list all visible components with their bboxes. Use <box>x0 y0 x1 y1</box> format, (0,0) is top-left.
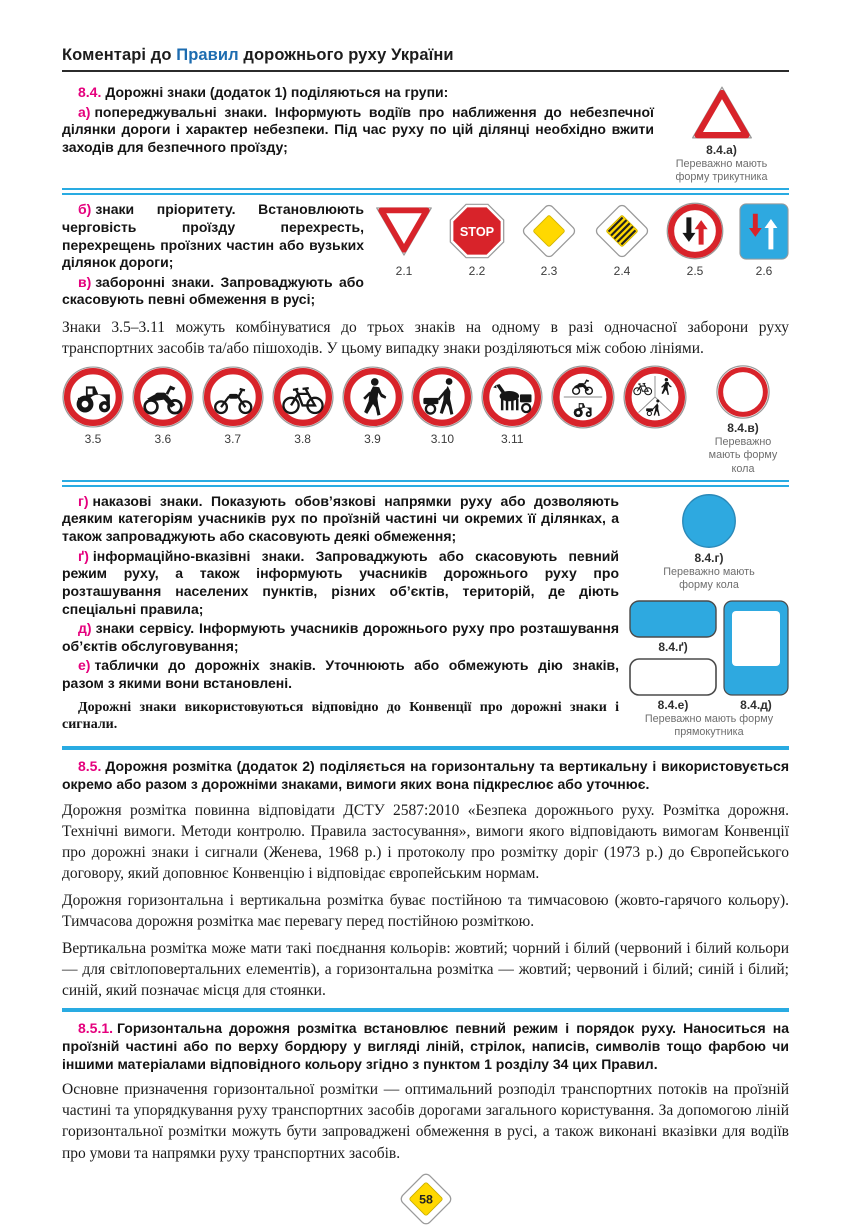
page-number-block <box>62 1170 789 1228</box>
sign-3-11-number: 3.11 <box>501 432 524 447</box>
sign-2-3 <box>520 201 578 278</box>
header-text-post: дорожнього руху України <box>238 46 454 64</box>
sign-3-10-number: 3.10 <box>430 432 455 447</box>
para-8-5-1-marker: 8.5.1. <box>78 1020 114 1037</box>
sign-3-10 <box>411 365 473 446</box>
prohibition-circle-example <box>697 365 789 476</box>
example-label-8-4-g2: 8.4.ґ) <box>658 640 688 655</box>
page-header <box>62 46 789 72</box>
wide-rect-stack <box>629 600 717 712</box>
item-a-text: попереджувальні знаки. Інформують водіїв про наближення до небезпечної ділянки дороги і характер небезпеки. Під час руху по цій ділянці необхідно вжити заходів для безпечного проїзду; <box>62 103 654 155</box>
no-moped-icon <box>202 365 264 429</box>
header-text-highlight: Правил <box>176 46 239 64</box>
sign-3-8-number: 3.8 <box>294 432 311 447</box>
item-g2-text: інформаційно-вказівні знаки. Запроваджують або скасовують певний режим руху, а також інформують учасників дорожнього руху про розташування населених пунктів, різних об’єктів, територій, де діють спеціальні правила; <box>62 547 619 617</box>
sign-2-4 <box>593 201 651 278</box>
section-divider <box>62 188 789 195</box>
item-a-marker: а) <box>78 103 91 120</box>
tall-rect-stack <box>723 600 789 712</box>
para-item-d <box>62 620 619 655</box>
example-caption-circle: Переважно мають форму кола <box>708 436 778 475</box>
example-caption-triangle: Переважно мають форму трикутника <box>675 158 768 184</box>
para-item-a <box>62 104 654 157</box>
example-label-8-4-v: 8.4.в) <box>727 421 759 436</box>
item-b-text: знаки пріоритету. Встановлюють черговість проїзду перехресть, перехрещень проїзних частин або вузьких ділянок дороги; <box>62 201 364 271</box>
para-permanent-temporary: Дорожня горизонтальна і вертикальна розмітка буває постійною та тимчасовою (жовто-гарячого кольору). Тимчасова дорожня розмітка має перевагу перед постійною розміткою. <box>62 892 789 931</box>
item-v-text: заборонні знаки. Запроваджують або скасовують певні обмеження в русі; <box>62 273 364 308</box>
item-b-marker: б) <box>78 201 92 218</box>
sign-3-6 <box>132 365 194 446</box>
sign-2-1 <box>374 201 434 278</box>
para-8-5-1-text: Горизонтальна дорожня розмітка встановлює певний режим і порядок руху. Наноситься на проїзній частині або по верху бордюру у вигляді ліній, стрілок, написів, символів тощо фарбою чи іншими матеріалами відповідного кольору згідно з пунктом 1 розділу 34 цих Правил. <box>62 1020 789 1072</box>
para-8-4-intro-text: Дорожні знаки (додаток 1) поділяються на групи: <box>105 84 449 100</box>
sign-combo-2 <box>623 365 687 446</box>
section-8-5-1-heading <box>62 1020 789 1073</box>
item-g-text: наказові знаки. Показують обов’язкові напрямки руху або дозволяють деяким категоріям учасників рух по проїзній частині чи окремих її ділянках, а також запроваджують або скасовують деякі обмеження; <box>62 492 619 545</box>
rect-tall-blue-icon <box>723 600 789 696</box>
no-combo-moto-tractor-icon <box>551 365 615 429</box>
para-8-4-intro <box>62 84 654 102</box>
example-caption-rectangles: Переважно мають форму прямокутника <box>644 713 774 739</box>
section-g-e-text <box>62 493 619 736</box>
prohibition-signs-block <box>62 365 789 476</box>
page-number-diamond <box>397 1170 455 1228</box>
priority-end-diamond-icon <box>593 201 651 261</box>
priority-diamond-icon <box>520 201 578 261</box>
sign-3-8 <box>272 365 334 446</box>
no-handcart-icon <box>411 365 473 429</box>
para-8-4-marker: 8.4. <box>78 84 102 100</box>
example-caption-blue-circle: Переважно мають форму кола <box>663 565 755 591</box>
section-b-v <box>62 201 789 311</box>
oncoming-advantage-blue-icon <box>739 201 789 261</box>
sign-3-7 <box>202 365 264 446</box>
rect-blue-icon <box>629 600 717 638</box>
combining-note: Знаки 3.5–3.11 можуть комбінуватися до трьох знаків на одному в разі одночасної заборони руху транспортних засобів та/або пішоходів. У цьому випадку знаки розділяються між собою лініями. <box>62 319 789 358</box>
item-d-text: знаки сервісу. Інформують учасників дорожнього руху про розташування об’єктів обслуговування; <box>62 620 619 654</box>
para-8-5-text: Дорожня розмітка (додаток 2) поділяється на горизонтальну та вертикальну і використовується окремо або разом з дорожніми знаками, вимоги яких вона підкреслює або уточнює. <box>62 758 789 793</box>
warning-triangle-example <box>654 84 789 184</box>
sign-2-5-number: 2.5 <box>686 264 704 279</box>
example-label-8-4-g: 8.4.г) <box>694 550 724 565</box>
section-8-4-text <box>62 84 654 159</box>
section-b-v-text <box>62 201 364 311</box>
sign-2-4-number: 2.4 <box>613 264 631 279</box>
no-motorcycle-icon <box>132 365 194 429</box>
item-g2-marker: ґ) <box>78 547 89 564</box>
para-item-e <box>62 657 619 692</box>
sign-3-11 <box>481 365 543 446</box>
blue-circle-icon <box>681 493 737 549</box>
item-v-marker: в) <box>78 273 92 290</box>
sign-3-6-number: 3.6 <box>154 432 172 447</box>
header-text-pre: Коментарі до <box>62 46 177 64</box>
sign-3-7-number: 3.7 <box>224 432 242 447</box>
section-8-5-heading <box>62 758 789 793</box>
para-marking-colors: Вертикальна розмітка може мати такі поєднання кольорів: жовтий; чорний і білий (червоний і білий кольори — для світлоповертальних елементів), а горизонтальна розмітка — жовтий; червоний і білий; синій і білий; синій, який позначає місця для стоянки. <box>62 940 789 1000</box>
no-pedestrian-icon <box>342 365 404 429</box>
stop-octagon-icon <box>449 201 505 261</box>
sign-2-2 <box>449 201 505 278</box>
convention-note: Дорожні знаки використовуються відповідно до Конвенції про дорожні знаки і сигнали. <box>62 699 619 733</box>
section-divider <box>62 746 789 750</box>
para-horizontal-purpose: Основне призначення горизонтальної розмітки — оптимальний розподіл транспортних потоків на проїзній частині та упорядкування руху транспортних засобів дорогами загального користування. За допомогою ліній горизонтальної розмітки можуть бути запроваджені обмеження в русі, а також виконані вказівки для водіїв про умови та напрямки руху транспортних засобів. <box>62 1081 789 1162</box>
rectangle-examples <box>629 600 789 712</box>
shape-examples-column <box>629 493 789 740</box>
para-item-v <box>62 274 364 309</box>
sign-2-3-number: 2.3 <box>540 264 558 279</box>
section-g-e <box>62 493 789 740</box>
no-bicycle-icon <box>272 365 334 429</box>
sign-2-6 <box>739 201 789 278</box>
example-label-8-4-e: 8.4.е) <box>657 698 689 713</box>
svg-text:58: 58 <box>418 1192 433 1207</box>
rect-white-icon <box>629 658 717 696</box>
item-d-marker: д) <box>78 620 92 637</box>
item-g-marker: г) <box>78 492 89 509</box>
para-item-g <box>62 493 619 546</box>
no-combo-bike-ped-cart-icon <box>623 365 687 429</box>
yield-triangle-icon <box>374 201 434 261</box>
item-e-marker: е) <box>78 657 91 674</box>
example-label-8-4-a: 8.4.а) <box>706 143 737 157</box>
para-dstu: Дорожня розмітка повинна відповідати ДСТУ 2587:2010 «Безпека дорожнього руху. Розмітка дорожня. Технічні вимоги. Методи контролю. Правила застосування», вимоги якого відповідають вимогам Конвенції про дорожні знаки і сигнали (Женева, 1968 р.) і протоколу про розмітку доріг (1973 р.) до Європейського договору, який доповнює Конвенцію і відповідає європейським нормам. <box>62 801 789 882</box>
no-tractor-icon <box>62 365 124 429</box>
svg-text:STOP: STOP <box>459 225 495 240</box>
warning-triangle-icon <box>690 84 754 141</box>
sign-combo-1 <box>551 365 615 446</box>
sign-3-5 <box>62 365 124 446</box>
prohibition-circle-icon <box>716 365 770 419</box>
para-item-g2 <box>62 548 619 619</box>
sign-2-6-number: 2.6 <box>755 264 773 279</box>
sign-3-9 <box>342 365 404 446</box>
prohibition-signs-row <box>62 365 687 446</box>
no-horse-cart-icon <box>481 365 543 429</box>
item-e-text: таблички до дорожніх знаків. Уточнюють або обмежують дію знаків, разом з якими вони встановлені. <box>62 657 619 692</box>
section-divider <box>62 480 789 487</box>
para-8-5 <box>62 758 789 793</box>
para-8-5-1 <box>62 1020 789 1073</box>
sign-2-1-number: 2.1 <box>395 264 413 279</box>
sign-3-9-number: 3.9 <box>364 432 381 447</box>
para-8-5-marker: 8.5. <box>78 758 102 775</box>
sign-3-5-number: 3.5 <box>84 432 102 447</box>
sign-2-2-number: 2.2 <box>468 264 486 279</box>
example-label-8-4-d: 8.4.д) <box>740 698 772 713</box>
priority-signs-row <box>374 201 789 278</box>
sign-2-5 <box>666 201 724 278</box>
para-item-b <box>62 201 364 272</box>
section-divider <box>62 1008 789 1012</box>
oncoming-priority-circle-icon <box>666 201 724 261</box>
section-8-4 <box>62 84 789 184</box>
